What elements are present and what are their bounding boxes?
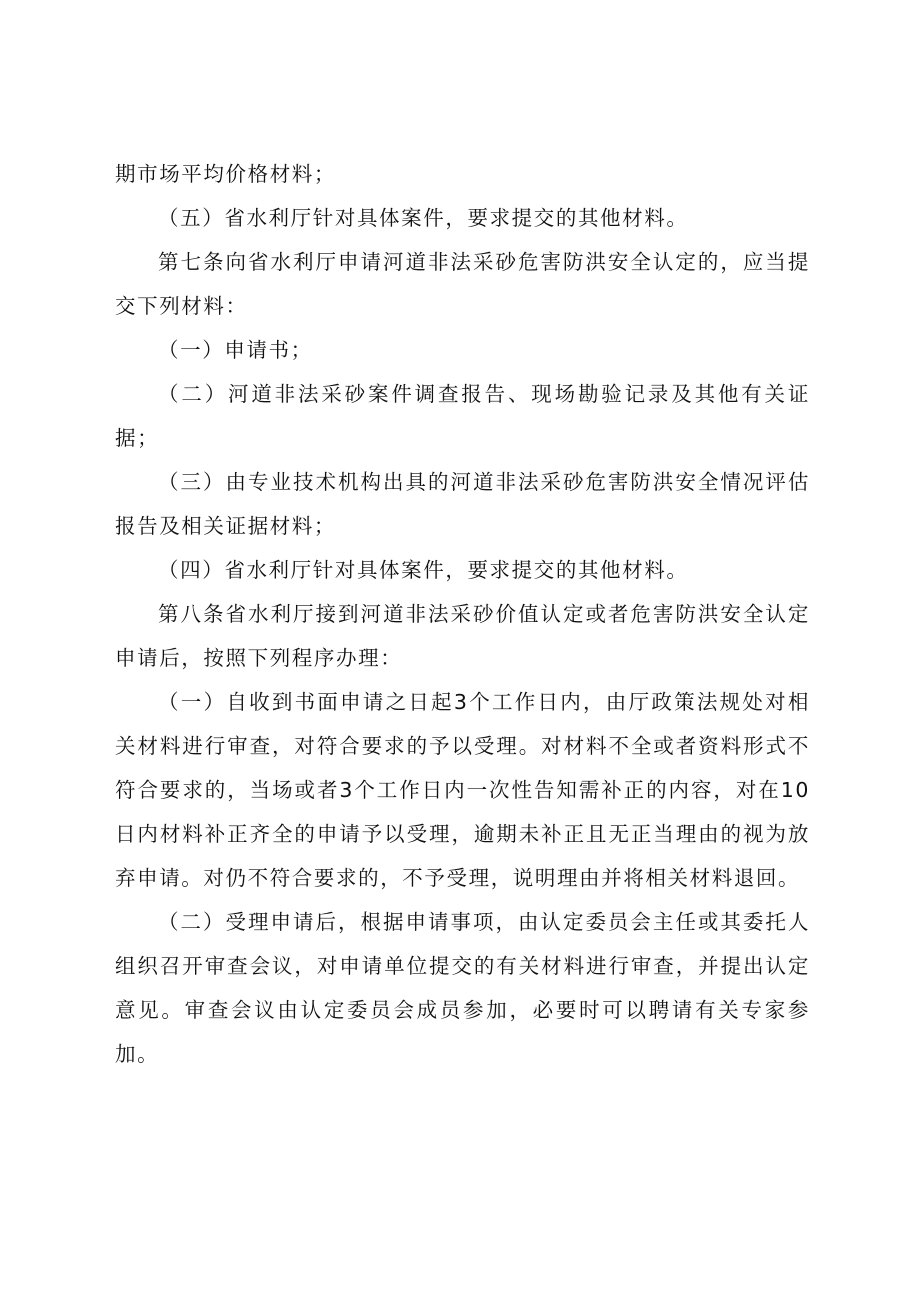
paragraph-item-5: （五）省水利厅针对具体案件，要求提交的其他材料。 [158, 206, 689, 230]
paragraph-article-7: 第七条向省水利厅申请河道非法采砂危害防洪安全认定的，应当提交下列材料： [115, 250, 810, 318]
paragraph-article-8-item-2: （二）受理申请后，根据申请事项，由认定委员会主任或其委托人组织召开审查会议，对申请单位提交的有关材料进行审查，并提出认定意见。审查会议由认定委员会成员参加，必要时可以聘请有关专家参加。 [115, 910, 810, 1066]
paragraph-article-7-item-1: （一）申请书； [158, 338, 313, 362]
paragraph-continuation: 期市场平均价格材料； [115, 162, 336, 186]
paragraph-article-7-item-2: （二）河道非法采砂案件调查报告、现场勘验记录及其他有关证据； [115, 382, 810, 450]
paragraph-article-7-item-4: （四）省水利厅针对具体案件，要求提交的其他材料。 [158, 558, 689, 582]
paragraph-article-8-item-1: （一）自收到书面申请之日起3个工作日内，由厅政策法规处对相关材料进行审查，对符合要求的予以受理。对材料不全或者资料形式不符合要求的，当场或者3个工作日内一次性告知需补正的内容，对在10日内材料补正齐全的申请予以受理，逾期未补正且无正当理由的视为放弃申请。对仍不符合要求的，不予受理，说明理由并将相关材料退回。 [115, 690, 810, 890]
paragraph-article-8: 第八条省水利厅接到河道非法采砂价值认定或者危害防洪安全认定申请后，按照下列程序办理： [115, 602, 810, 670]
document-body [115, 152, 810, 1076]
paragraph-article-7-item-3: （三）由专业技术机构出具的河道非法采砂危害防洪安全情况评估报告及相关证据材料； [115, 470, 810, 538]
